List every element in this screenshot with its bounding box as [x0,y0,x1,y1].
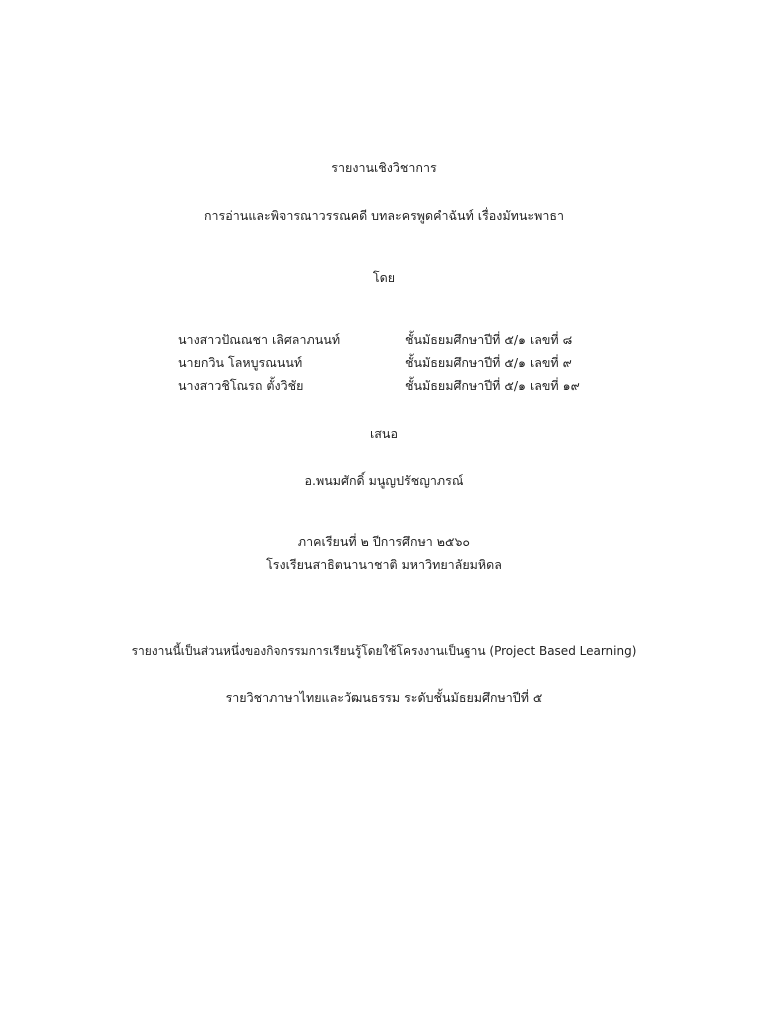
author-name: นางสาวปัณณชา เลิศลาภนนท์ [178,332,341,347]
author-row [0,353,768,373]
author-class: ชั้นมัธยมศึกษาปีที่ ๕/๑ เลขที่ ๑๙ [405,378,580,393]
author-row [0,376,768,396]
present-label: เสนอ [370,426,398,441]
report-note: รายงานนี้เป็นส่วนหนึ่งของกิจกรรมการเรียนรู้โดยใช้โครงงานเป็นฐาน (Project Based Learning) [131,644,637,658]
author-name: นางสาวชิโณรถ ตั้งวิชัย [178,378,304,393]
teacher-name: อ.พนมศักดิ์ มนูญปรัชญาภรณ์ [304,473,464,488]
author-class: ชั้นมัธยมศึกษาปีที่ ๕/๑ เลขที่ ๘ [405,332,573,347]
by-label: โดย [372,270,396,285]
author-row [0,330,768,350]
report-subject: การอ่านและพิจารณาวรรณคดี บทละครพูดคำฉันท์ เรื่องมัทนะพาธา [203,208,565,223]
author-name: นายกวิน โลหบูรณนนท์ [178,355,303,370]
course-line: รายวิชาภาษาไทยและวัฒนธรรม ระดับชั้นมัธยมศึกษาปีที่ ๕ [225,690,543,705]
report-title: รายงานเชิงวิชาการ [331,160,437,175]
author-class: ชั้นมัธยมศึกษาปีที่ ๕/๑ เลขที่ ๙ [405,355,572,370]
school-name: โรงเรียนสาธิตนานาชาติ มหาวิทยาลัยมหิดล [266,557,502,572]
semester-line: ภาคเรียนที่ ๒ ปีการศึกษา ๒๕๖๐ [297,534,471,549]
